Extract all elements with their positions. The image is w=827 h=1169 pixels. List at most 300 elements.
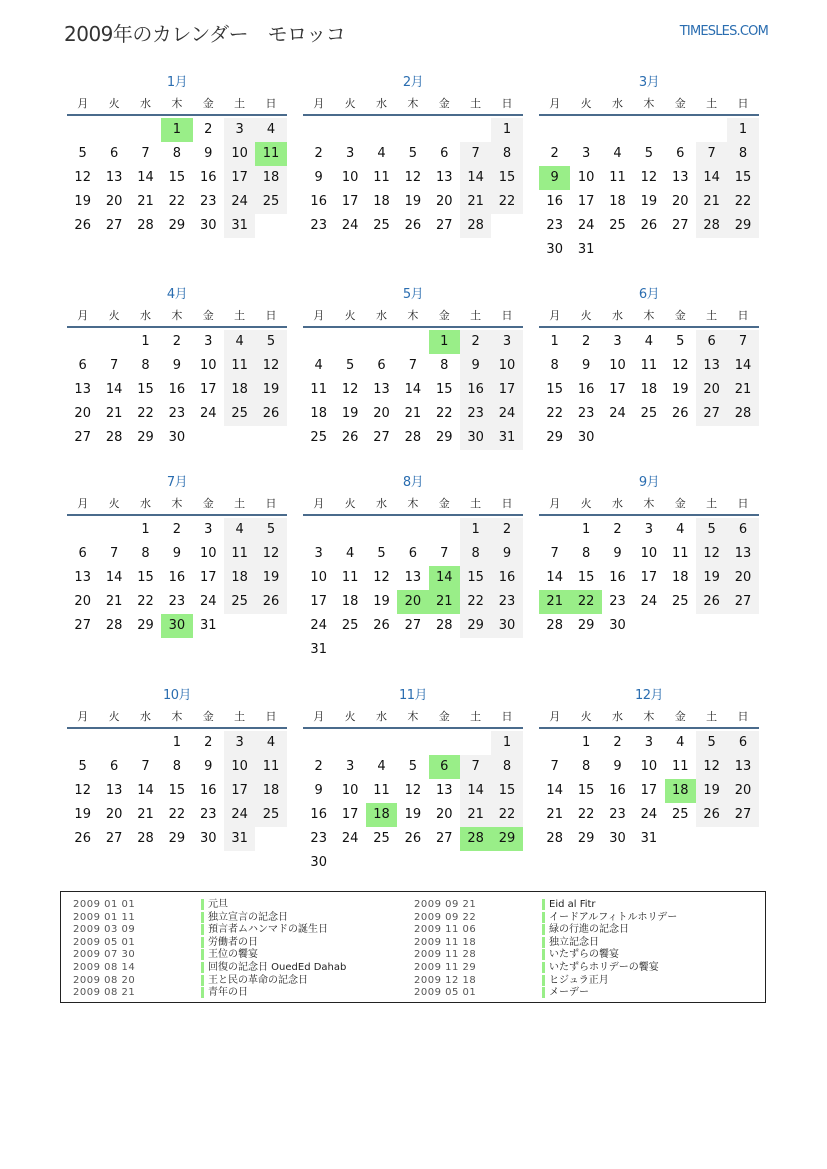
- day-cell: 31: [199, 618, 217, 633]
- day-cell: 16: [577, 382, 595, 397]
- day-cell: 26: [696, 803, 727, 827]
- day-grid: [67, 330, 287, 450]
- day-cell: 26: [696, 590, 727, 614]
- weekday-label: 火: [344, 97, 356, 110]
- day-cell: 25: [373, 218, 390, 233]
- day-cell: 22: [491, 803, 522, 827]
- weekday-label: 火: [108, 97, 120, 110]
- holiday-name: いたずらの饗宴: [542, 949, 619, 960]
- weekday-label: 日: [501, 97, 513, 110]
- day-cell: 10: [224, 142, 255, 166]
- day-cell: 25: [671, 807, 689, 822]
- empty-cell: [397, 118, 428, 142]
- day-cell: 13: [727, 755, 758, 779]
- day-cell: 15: [460, 566, 491, 590]
- day-cell: 3: [345, 146, 355, 161]
- weekday-label: 月: [549, 309, 561, 322]
- day-cell: 26: [640, 218, 658, 233]
- weekday-label: 土: [470, 497, 482, 510]
- weekday-label: 金: [438, 97, 450, 110]
- day-cell: 9: [204, 146, 213, 161]
- holiday-name: イードアルフィトルホリデー: [542, 912, 677, 923]
- day-cell: 24: [640, 807, 658, 822]
- day-cell: 14: [460, 779, 491, 803]
- day-cell: 12: [696, 755, 727, 779]
- day-cell: 6: [109, 146, 119, 161]
- month-calendar: [303, 474, 523, 662]
- empty-cell: [98, 330, 129, 354]
- day-cell: 15: [435, 382, 453, 397]
- holiday-name: 独立宣言の記念日: [201, 912, 288, 923]
- day-cell: 19: [341, 406, 359, 421]
- weekday-label: 水: [139, 710, 151, 723]
- day-cell: 2: [581, 334, 591, 349]
- holiday-date: 2009 01 11: [73, 911, 136, 923]
- weekday-label: 土: [234, 710, 246, 723]
- day-cell: 14: [105, 382, 123, 397]
- day-cell: 11: [373, 170, 390, 185]
- day-cell: 23: [168, 594, 186, 609]
- day-cell: 20: [74, 406, 91, 421]
- day-cell: 7: [141, 759, 150, 774]
- empty-cell: [67, 731, 98, 755]
- day-cell: 27: [74, 430, 91, 445]
- day-cell: 29: [577, 831, 595, 846]
- day-cell: 31: [640, 831, 658, 846]
- day-cell: 1: [550, 334, 559, 349]
- day-cell: 10: [224, 755, 255, 779]
- day-cell: 6: [440, 146, 449, 161]
- day-cell: 1: [727, 118, 758, 142]
- weekday-label: 水: [611, 497, 623, 510]
- day-cell: 4: [255, 118, 286, 142]
- empty-cell: [366, 330, 397, 354]
- weekday-header: [303, 707, 523, 729]
- day-cell: 8: [581, 759, 591, 774]
- day-cell: 6: [78, 546, 87, 561]
- day-cell: 17: [341, 807, 359, 822]
- day-cell: 24: [199, 594, 217, 609]
- day-cell: 15: [577, 570, 595, 585]
- day-cell: 25: [373, 831, 390, 846]
- day-cell: 16: [491, 566, 522, 590]
- day-cell: 14: [727, 354, 758, 378]
- day-cell: 17: [640, 783, 658, 798]
- day-cell: 3: [204, 522, 213, 537]
- day-cell: 11: [640, 358, 658, 373]
- day-cell: 5: [78, 759, 87, 774]
- weekday-label: 水: [611, 309, 623, 322]
- holiday-day-cell: 9: [539, 166, 570, 190]
- day-cell: 12: [404, 170, 422, 185]
- day-cell: 21: [460, 803, 491, 827]
- weekday-label: 土: [706, 710, 718, 723]
- day-cell: 23: [310, 831, 327, 846]
- day-cell: 15: [577, 783, 595, 798]
- holiday-row: [414, 912, 677, 925]
- month-title: 5月: [402, 287, 424, 302]
- day-cell: 2: [613, 522, 622, 537]
- day-cell: 8: [141, 358, 150, 373]
- weekday-label: 火: [108, 497, 120, 510]
- day-cell: 18: [255, 779, 286, 803]
- day-cell: 18: [609, 194, 626, 209]
- day-cell: 29: [546, 430, 563, 445]
- day-cell: 30: [310, 855, 327, 870]
- month-title: 9月: [638, 475, 660, 490]
- empty-cell: [539, 731, 570, 755]
- day-cell: 1: [141, 334, 150, 349]
- day-grid: [303, 330, 523, 450]
- day-cell: 1: [581, 735, 591, 750]
- weekday-label: 火: [344, 497, 356, 510]
- day-cell: 27: [435, 831, 453, 846]
- weekday-label: 水: [375, 97, 387, 110]
- day-cell: 2: [314, 146, 323, 161]
- empty-cell: [366, 518, 397, 542]
- weekday-label: 日: [737, 497, 749, 510]
- day-cell: 13: [74, 570, 91, 585]
- day-cell: 28: [546, 618, 563, 633]
- day-cell: 5: [408, 759, 417, 774]
- day-cell: 4: [613, 146, 622, 161]
- day-cell: 26: [255, 402, 286, 426]
- day-cell: 23: [199, 807, 217, 822]
- day-cell: 19: [74, 194, 91, 209]
- month-calendar: [539, 687, 759, 851]
- weekday-label: 火: [580, 710, 592, 723]
- day-cell: 4: [345, 546, 355, 561]
- day-cell: 21: [105, 594, 123, 609]
- day-cell: 27: [105, 218, 123, 233]
- holiday-column-left: [73, 899, 346, 1000]
- holiday-date: 2009 08 21: [73, 987, 136, 999]
- day-cell: 16: [609, 783, 626, 798]
- day-cell: 2: [460, 330, 491, 354]
- holiday-date: 2009 07 30: [73, 949, 136, 961]
- holiday-date: 2009 11 28: [414, 949, 477, 961]
- month-title: 6月: [638, 287, 660, 302]
- day-cell: 25: [224, 590, 255, 614]
- day-cell: 18: [310, 406, 327, 421]
- month-calendar: [303, 286, 523, 450]
- day-cell: 18: [341, 594, 359, 609]
- empty-cell: [366, 118, 397, 142]
- day-cell: 1: [581, 522, 591, 537]
- day-cell: 3: [345, 759, 355, 774]
- weekday-label: 日: [265, 497, 277, 510]
- weekday-label: 日: [501, 710, 513, 723]
- day-cell: 11: [224, 542, 255, 566]
- day-cell: 24: [310, 618, 327, 633]
- holiday-name: 回復の記念日 OuedEd Dahab: [201, 962, 346, 973]
- day-cell: 11: [373, 783, 390, 798]
- empty-cell: [397, 518, 428, 542]
- day-cell: 31: [224, 827, 255, 851]
- day-cell: 21: [404, 406, 422, 421]
- empty-cell: [429, 518, 460, 542]
- empty-cell: [539, 118, 570, 142]
- day-cell: 19: [255, 566, 286, 590]
- day-cell: 14: [460, 166, 491, 190]
- day-cell: 13: [435, 170, 453, 185]
- day-cell: 17: [224, 166, 255, 190]
- day-cell: 14: [404, 382, 422, 397]
- day-grid: [67, 518, 287, 638]
- day-cell: 29: [168, 218, 186, 233]
- day-cell: 28: [696, 214, 727, 238]
- month-calendar: [539, 74, 759, 262]
- weekday-label: 水: [375, 710, 387, 723]
- weekday-label: 月: [313, 497, 325, 510]
- day-cell: 18: [255, 166, 286, 190]
- day-cell: 12: [373, 570, 390, 585]
- holiday-date: 2009 01 01: [73, 899, 136, 910]
- day-cell: 11: [609, 170, 626, 185]
- weekday-label: 月: [549, 497, 561, 510]
- weekday-label: 金: [438, 710, 450, 723]
- day-cell: 24: [341, 218, 359, 233]
- day-cell: 27: [727, 803, 758, 827]
- day-cell: 22: [168, 194, 186, 209]
- weekday-label: 火: [580, 497, 592, 510]
- day-cell: 13: [404, 570, 422, 585]
- day-cell: 10: [310, 570, 327, 585]
- day-cell: 29: [435, 430, 453, 445]
- day-grid: [67, 731, 287, 851]
- day-cell: 4: [676, 522, 685, 537]
- day-cell: 12: [404, 783, 422, 798]
- day-cell: 13: [105, 170, 123, 185]
- day-cell: 24: [224, 190, 255, 214]
- page-title: 2009年のカレンダー モロッコ: [64, 22, 346, 46]
- day-cell: 13: [727, 542, 758, 566]
- day-cell: 26: [373, 618, 390, 633]
- day-cell: 9: [613, 546, 622, 561]
- day-cell: 6: [408, 546, 417, 561]
- day-cell: 20: [696, 378, 727, 402]
- day-cell: 2: [550, 146, 559, 161]
- day-cell: 7: [460, 755, 491, 779]
- day-cell: 18: [640, 382, 658, 397]
- day-cell: 31: [224, 214, 255, 238]
- holiday-date: 2009 09 22: [414, 911, 477, 923]
- weekday-label: 金: [202, 710, 214, 723]
- day-cell: 16: [168, 382, 186, 397]
- holiday-row: [73, 949, 346, 962]
- weekday-label: 月: [313, 710, 325, 723]
- day-cell: 20: [105, 807, 123, 822]
- day-cell: 14: [546, 783, 563, 798]
- weekday-label: 金: [202, 97, 214, 110]
- day-cell: 5: [255, 330, 286, 354]
- month-calendar: [303, 687, 523, 875]
- day-cell: 7: [696, 142, 727, 166]
- weekday-label: 日: [501, 497, 513, 510]
- day-cell: 8: [491, 142, 522, 166]
- day-cell: 11: [341, 570, 359, 585]
- day-cell: 12: [255, 542, 286, 566]
- month-title: 8月: [402, 475, 424, 490]
- weekday-label: 水: [375, 309, 387, 322]
- empty-cell: [98, 731, 129, 755]
- day-cell: 13: [435, 783, 453, 798]
- day-cell: 1: [172, 735, 181, 750]
- day-cell: 30: [609, 831, 626, 846]
- day-cell: 8: [491, 755, 522, 779]
- day-cell: 16: [546, 194, 563, 209]
- day-cell: 14: [137, 170, 154, 185]
- day-cell: 27: [74, 618, 91, 633]
- day-cell: 3: [644, 522, 653, 537]
- day-cell: 24: [491, 402, 522, 426]
- day-cell: 9: [314, 170, 323, 185]
- day-cell: 30: [491, 614, 522, 638]
- holiday-name: 青年の日: [201, 987, 248, 998]
- day-cell: 20: [727, 779, 758, 803]
- holiday-day-cell: 18: [665, 779, 696, 803]
- day-cell: 4: [224, 330, 255, 354]
- weekday-label: 火: [344, 309, 356, 322]
- day-cell: 30: [199, 831, 217, 846]
- day-cell: 3: [224, 118, 255, 142]
- day-grid: [303, 731, 523, 875]
- day-cell: 20: [435, 807, 453, 822]
- month-calendar: [67, 474, 287, 638]
- day-cell: 15: [137, 382, 154, 397]
- weekday-label: 土: [234, 97, 246, 110]
- day-cell: 23: [609, 807, 626, 822]
- weekday-label: 水: [139, 497, 151, 510]
- day-cell: 13: [373, 382, 390, 397]
- weekday-header: [303, 94, 523, 116]
- holiday-name: 預言者ムハンマドの誕生日: [201, 924, 328, 935]
- holiday-day-cell: 30: [161, 614, 192, 638]
- empty-cell: [130, 118, 161, 142]
- day-cell: 6: [109, 759, 119, 774]
- day-cell: 25: [224, 402, 255, 426]
- weekday-label: 金: [674, 497, 686, 510]
- day-cell: 20: [74, 594, 91, 609]
- day-cell: 3: [581, 146, 591, 161]
- empty-cell: [460, 731, 491, 755]
- empty-cell: [303, 118, 334, 142]
- weekday-label: 木: [643, 710, 655, 723]
- day-cell: 4: [255, 731, 286, 755]
- day-cell: 10: [640, 759, 658, 774]
- empty-cell: [67, 118, 98, 142]
- holiday-date: 2009 03 09: [73, 924, 136, 936]
- empty-cell: [696, 118, 727, 142]
- day-cell: 22: [435, 406, 453, 421]
- weekday-header: [67, 94, 287, 116]
- day-cell: 9: [172, 358, 181, 373]
- day-cell: 22: [137, 594, 154, 609]
- day-cell: 21: [546, 807, 563, 822]
- weekday-label: 日: [737, 309, 749, 322]
- empty-cell: [460, 118, 491, 142]
- weekday-label: 月: [77, 710, 89, 723]
- day-cell: 25: [310, 430, 327, 445]
- weekday-header: [539, 306, 759, 328]
- holiday-row: [414, 962, 677, 975]
- day-cell: 10: [577, 170, 595, 185]
- day-cell: 11: [671, 759, 689, 774]
- holiday-row: [414, 987, 677, 1000]
- day-cell: 16: [199, 783, 217, 798]
- weekday-header: [67, 494, 287, 516]
- day-cell: 11: [310, 382, 327, 397]
- day-cell: 22: [137, 406, 154, 421]
- day-cell: 9: [581, 358, 591, 373]
- weekday-label: 日: [501, 309, 513, 322]
- day-cell: 17: [577, 194, 595, 209]
- holiday-name: 労働者の日: [201, 937, 258, 948]
- month-title: 7月: [166, 475, 188, 490]
- day-cell: 5: [377, 546, 386, 561]
- site-name[interactable]: TIMESLES.COM: [679, 24, 768, 39]
- day-cell: 23: [310, 218, 327, 233]
- day-cell: 12: [671, 358, 689, 373]
- empty-cell: [67, 330, 98, 354]
- day-cell: 4: [676, 735, 685, 750]
- day-cell: 27: [373, 430, 390, 445]
- weekday-header: [539, 707, 759, 729]
- day-cell: 31: [577, 242, 595, 257]
- day-cell: 12: [255, 354, 286, 378]
- day-cell: 15: [727, 166, 758, 190]
- day-cell: 15: [491, 166, 522, 190]
- weekday-header: [67, 707, 287, 729]
- day-cell: 15: [491, 779, 522, 803]
- holiday-name: Eid al Fitr: [542, 899, 596, 910]
- day-cell: 12: [696, 542, 727, 566]
- empty-cell: [539, 518, 570, 542]
- month-title: 3月: [638, 75, 660, 90]
- day-cell: 26: [341, 430, 359, 445]
- day-cell: 15: [137, 570, 154, 585]
- day-cell: 7: [141, 146, 150, 161]
- day-cell: 19: [640, 194, 658, 209]
- day-cell: 1: [460, 518, 491, 542]
- day-cell: 30: [199, 218, 217, 233]
- weekday-label: 月: [77, 309, 89, 322]
- day-cell: 23: [609, 594, 626, 609]
- weekday-label: 木: [407, 710, 419, 723]
- holiday-row: [73, 912, 346, 925]
- day-cell: 19: [696, 566, 727, 590]
- day-cell: 21: [696, 190, 727, 214]
- day-cell: 18: [671, 570, 689, 585]
- day-cell: 16: [460, 378, 491, 402]
- weekday-label: 水: [139, 97, 151, 110]
- day-cell: 1: [491, 731, 522, 755]
- day-cell: 20: [671, 194, 689, 209]
- day-cell: 4: [377, 759, 386, 774]
- day-cell: 25: [341, 618, 359, 633]
- weekday-label: 金: [202, 497, 214, 510]
- day-cell: 23: [168, 406, 186, 421]
- holiday-day-cell: 28: [460, 827, 491, 851]
- day-cell: 28: [727, 402, 758, 426]
- day-cell: 19: [255, 378, 286, 402]
- holiday-row: [414, 949, 677, 962]
- month-title: 2月: [402, 75, 424, 90]
- day-cell: 19: [74, 807, 91, 822]
- day-cell: 22: [546, 406, 563, 421]
- day-cell: 26: [404, 218, 422, 233]
- empty-cell: [397, 330, 428, 354]
